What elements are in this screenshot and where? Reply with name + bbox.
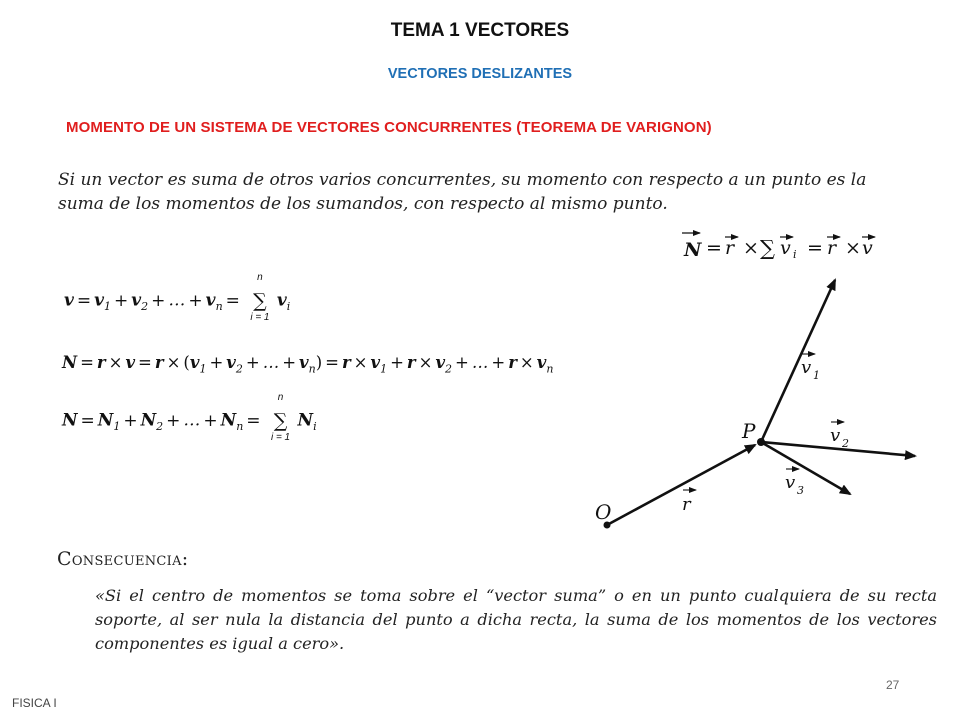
position-vector-r [607,445,755,525]
summation-symbol: n ∑ i = 1 [250,272,270,323]
svg-text:1: 1 [813,369,820,382]
label-r: r [682,494,691,515]
consequence-heading: Consecuencia: [57,548,189,570]
svg-text:=: = [706,237,722,259]
svg-text:×: × [743,237,759,259]
label-v3: v [785,472,796,493]
svg-text:r: r [827,237,837,259]
label-p: P [742,419,756,443]
label-v2: v [830,425,841,446]
moment-formula [682,233,875,261]
label-v1: v [801,357,812,378]
theorem-statement: Si un vector es suma de otros varios concurrentes, su momento con respecto a un punto es la suma de los momentos de los sumandos, con respecto al mismo punto. [58,170,867,214]
equation-sum-of-vectors: $v = v_1 + v_2$ + … + $v_n$ = n ∑ i = 1 $v_i$ [64,272,291,323]
page-title: TEMA 1 VECTORES [390,20,570,41]
svg-text:v: v [862,237,873,259]
course-footer: FISICA I [12,696,57,710]
svg-text:N: N [684,239,702,261]
svg-text:r: r [725,237,735,259]
svg-text:×: × [845,237,861,259]
page-number: 27 [886,678,900,692]
vector-v1 [761,280,835,442]
summation-symbol: n ∑ i = 1 [270,392,291,443]
page-subtitle: VECTORES DESLIZANTES [387,66,573,82]
label-o: O [595,500,612,524]
svg-text:∑: ∑ [760,236,775,260]
equation-sum-of-moments: $N = N_1 + N_2$ + … + $N_n$ = n ∑ i = 1 $N_i$ [62,392,317,443]
consequence-text: «Si el centro de momentos se toma sobre el “vector suma” o en un punto cualquiera de su recta soporte, al ser nula la distancia del punto a dicha recta, la suma de los momentos de los vectores componentes es igual a cero». [95,586,937,653]
svg-text:i: i [793,248,797,261]
concurrent-vectors-diagram [555,222,935,540]
svg-text:v: v [780,237,791,259]
equation-moment-expansion: $N = r \times v = r \times (v_1 + v_2$ + … + $v_n) = r \times v_1 + r \times v_2$ + … + $r \times v_n$ [62,353,554,376]
svg-text:3: 3 [797,484,804,497]
svg-text:=: = [807,237,823,259]
svg-text:2: 2 [842,437,849,450]
section-heading: MOMENTO DE UN SISTEMA DE VECTORES CONCURRENTES (TEOREMA DE VARIGNON) [66,119,712,136]
